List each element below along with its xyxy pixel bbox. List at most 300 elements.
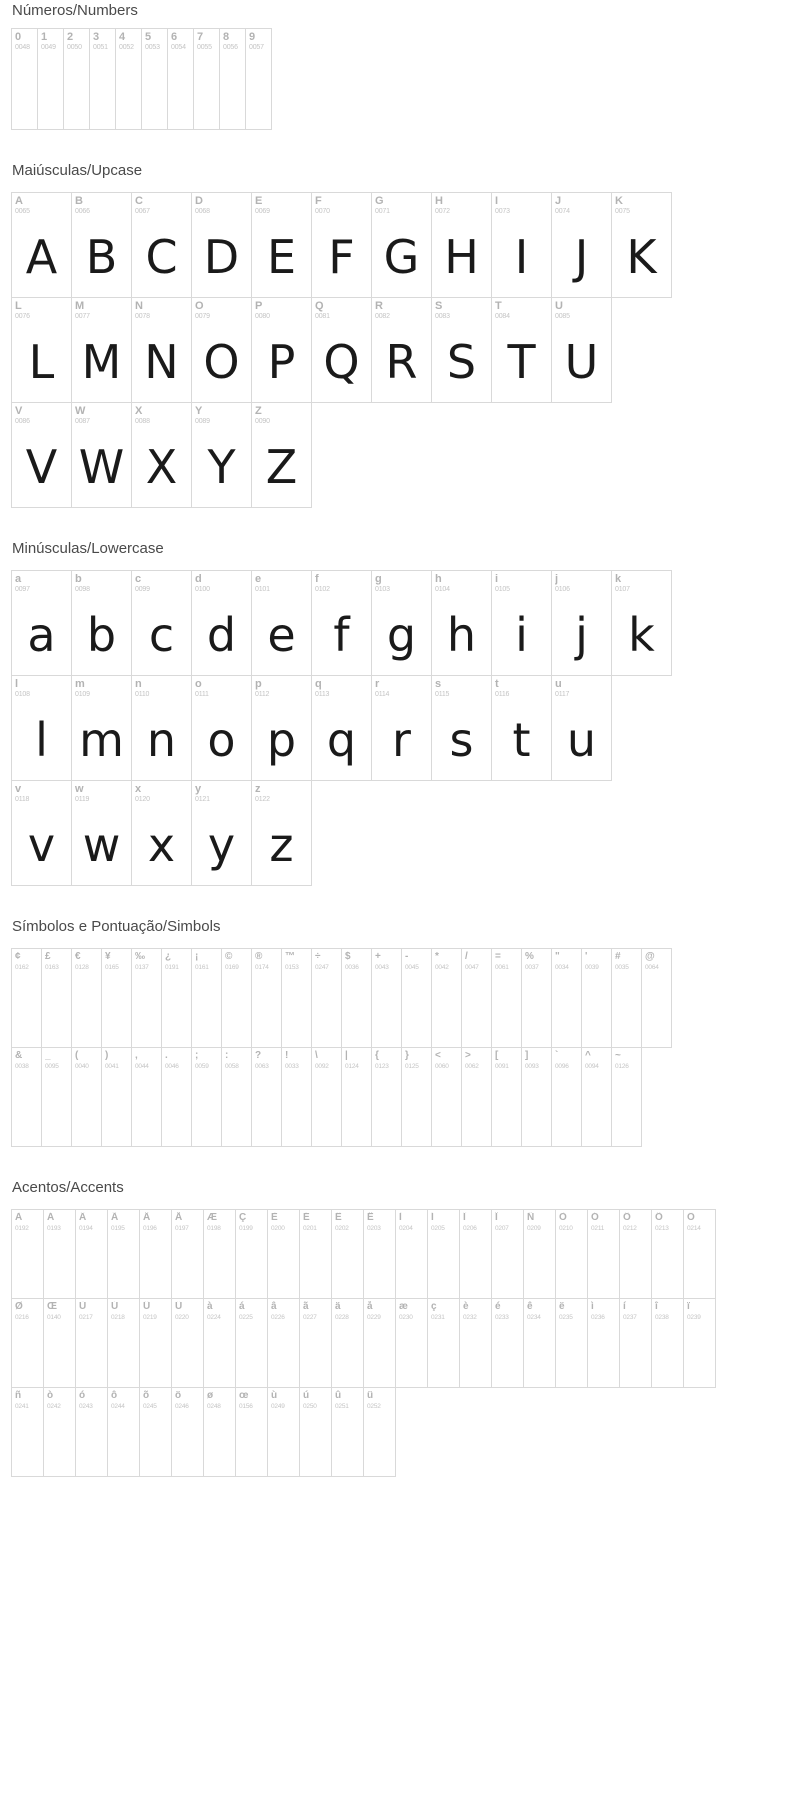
glyph-preview: t [512,712,531,767]
glyph-meta [132,403,191,426]
glyph-cell[interactable] [620,1299,652,1387]
glyph-cell[interactable] [132,571,192,675]
glyph-cell[interactable] [132,676,192,780]
glyph-cell[interactable] [236,1299,268,1387]
glyph-cell[interactable] [332,1299,364,1387]
glyph-character-label: ö [175,1390,182,1401]
glyph-cell[interactable] [12,298,72,402]
glyph-preview [332,1411,363,1476]
glyph-cell[interactable] [282,1048,312,1146]
glyph-cell[interactable] [372,1048,402,1146]
glyph-meta [72,298,131,321]
glyph-cell[interactable] [72,676,132,780]
glyph-cell[interactable] [72,571,132,675]
glyph-cell[interactable] [312,193,372,297]
glyph-cell[interactable] [552,949,582,1047]
glyph-cell[interactable] [372,676,432,780]
glyph-code-label: 0137 [135,964,149,971]
section-title-lowercase: Minúsculas/Lowercase [12,540,164,557]
glyph-preview [236,1233,267,1298]
glyph-preview [522,1071,551,1146]
glyph-cell[interactable] [72,1048,102,1146]
glyph-code-label: 0072 [435,208,450,215]
glyph-cell[interactable] [372,193,432,297]
glyph-cell[interactable] [12,1048,42,1146]
glyph-cell[interactable] [76,1210,108,1298]
glyph-cell[interactable] [582,949,612,1047]
glyph-cell[interactable] [162,949,192,1047]
glyph-preview [524,1233,555,1298]
glyph-cell[interactable] [312,676,372,780]
glyph-character-label: 7 [197,31,204,43]
glyph-preview: v [27,817,56,872]
glyph-cell[interactable] [192,403,252,507]
glyph-preview [142,52,167,129]
glyph-cell[interactable] [342,949,372,1047]
glyph-cell[interactable] [372,571,432,675]
glyph-character-label: n [135,678,142,690]
glyph-cell[interactable] [432,1048,462,1146]
glyph-cell[interactable] [462,1048,492,1146]
glyph-code-label: 0098 [75,586,90,593]
glyph-row [11,948,672,1048]
glyph-code-label: 0096 [555,1063,569,1070]
glyph-cell[interactable] [364,1210,396,1298]
glyph-character-label: © [225,951,233,962]
glyph-character-label: r [375,678,380,690]
glyph-cell[interactable] [552,676,612,780]
glyph-cell[interactable] [252,571,312,675]
glyph-cell[interactable] [552,1048,582,1146]
glyph-cell[interactable] [64,29,90,129]
glyph-code-label: 0067 [135,208,150,215]
glyph-cell[interactable] [108,1388,140,1476]
glyph-character-label: € [75,951,81,962]
glyph-cell[interactable] [332,1210,364,1298]
glyph-code-label: 0230 [399,1314,413,1321]
glyph-code-label: 0068 [195,208,210,215]
glyph-cell[interactable] [684,1299,716,1387]
glyph-preview [556,1322,587,1387]
glyph-character-label: ò [47,1390,54,1401]
glyph-cell[interactable] [652,1299,684,1387]
glyph-cell[interactable] [552,193,612,297]
glyph-cell[interactable] [612,193,672,297]
glyph-meta [192,193,251,216]
glyph-meta [132,676,191,699]
glyph-code-label: 0252 [367,1403,381,1410]
glyph-cell[interactable] [44,1210,76,1298]
glyph-cell[interactable] [556,1210,588,1298]
glyph-cell[interactable] [140,1388,172,1476]
glyph-cell[interactable] [492,193,552,297]
glyph-preview [132,972,161,1047]
glyph-cell[interactable] [140,1210,172,1298]
glyph-cell[interactable] [204,1388,236,1476]
glyph-cell[interactable] [172,1388,204,1476]
glyph-cell[interactable] [76,1299,108,1387]
glyph-preview [524,1322,555,1387]
glyph-cell[interactable] [552,571,612,675]
section-title-upcase: Maiúsculas/Upcase [12,162,143,179]
glyph-cell[interactable] [108,1299,140,1387]
glyph-preview [492,1322,523,1387]
glyph-cell[interactable] [42,1048,72,1146]
glyph-code-label: 0161 [195,964,209,971]
glyph-cell[interactable] [462,949,492,1047]
glyph-meta [364,1299,395,1322]
glyph-cell[interactable] [492,676,552,780]
glyph-meta [236,1210,267,1233]
glyph-cell[interactable] [116,29,142,129]
glyph-code-label: 0210 [559,1225,573,1232]
glyph-cell[interactable] [12,29,38,129]
glyph-cell[interactable] [12,571,72,675]
section-spacer [0,1477,810,1503]
glyph-cell[interactable] [162,1048,192,1146]
glyph-cell[interactable] [396,1210,428,1298]
glyph-cell[interactable] [220,29,246,129]
glyph-cell[interactable] [132,193,192,297]
glyph-cell[interactable] [460,1210,492,1298]
glyph-meta [300,1299,331,1322]
glyph-meta [552,676,611,699]
glyph-cell[interactable] [312,571,372,675]
glyph-preview [312,972,341,1047]
glyph-meta [108,1210,139,1233]
glyph-cell[interactable] [620,1210,652,1298]
glyph-preview [204,1411,235,1476]
glyph-meta [72,571,131,594]
glyph-code-label: 0163 [45,964,59,971]
glyph-cell[interactable] [192,1048,222,1146]
glyph-cell[interactable] [642,949,672,1047]
glyph-meta [252,781,311,804]
glyph-character-label: ¿ [165,951,172,962]
glyph-cell[interactable] [492,298,552,402]
glyph-code-label: 0047 [465,964,479,971]
glyph-cell[interactable] [612,571,672,675]
glyph-preview [684,1322,715,1387]
glyph-cell[interactable] [612,949,642,1047]
glyph-meta [194,29,219,52]
glyph-code-label: 0169 [225,964,239,971]
glyph-grid-numbers [0,28,810,130]
glyph-code-label: 0115 [435,691,450,698]
glyph-cell[interactable] [132,403,192,507]
glyph-cell[interactable] [522,949,552,1047]
glyph-cell[interactable] [142,29,168,129]
glyph-cell[interactable] [204,1299,236,1387]
glyph-cell[interactable] [432,949,462,1047]
glyph-code-label: 0055 [197,44,212,51]
glyph-character-label: ì [591,1301,594,1312]
glyph-cell[interactable] [300,1210,332,1298]
glyph-cell[interactable] [252,949,282,1047]
glyph-cell[interactable] [168,29,194,129]
glyph-character-label: y [195,783,202,795]
glyph-code-label: 0075 [615,208,630,215]
glyph-character-label: & [15,1050,23,1061]
glyph-code-label: 0093 [525,1063,539,1070]
glyph-cell[interactable] [684,1210,716,1298]
glyph-cell[interactable] [252,676,312,780]
glyph-cell[interactable] [38,29,64,129]
glyph-cell[interactable] [552,298,612,402]
glyph-cell[interactable] [312,1048,342,1146]
glyph-meta [132,949,161,972]
glyph-cell[interactable] [522,1048,552,1146]
glyph-character-label: À [15,1212,23,1223]
glyph-cell[interactable] [90,29,116,129]
glyph-cell[interactable] [300,1299,332,1387]
glyph-preview [102,972,131,1047]
glyph-cell[interactable] [72,403,132,507]
glyph-code-label: 0087 [75,418,90,425]
glyph-cell[interactable] [252,403,312,507]
glyph-preview [364,1411,395,1476]
glyph-cell[interactable] [252,1048,282,1146]
glyph-character-label: Ï [495,1212,498,1223]
glyph-cell[interactable] [12,193,72,297]
glyph-cell[interactable] [432,298,492,402]
glyph-character-label: Î [463,1212,466,1223]
glyph-cell[interactable] [372,298,432,402]
glyph-meta [222,1048,251,1071]
glyph-code-label: 0243 [79,1403,93,1410]
glyph-preview: K [626,229,657,284]
glyph-cell[interactable] [396,1299,428,1387]
glyph-preview: X [145,439,178,494]
glyph-cell[interactable] [432,676,492,780]
glyph-cell[interactable] [108,1210,140,1298]
glyph-cell[interactable] [72,781,132,885]
glyph-cell[interactable] [192,571,252,675]
glyph-character-label: ç [431,1301,437,1312]
glyph-cell[interactable] [268,1299,300,1387]
glyph-cell[interactable] [612,1048,642,1146]
glyph-meta [12,298,71,321]
glyph-preview [132,1071,161,1146]
glyph-meta [552,949,581,972]
glyph-cell[interactable] [172,1210,204,1298]
glyph-cell[interactable] [246,29,272,129]
glyph-meta [312,1048,341,1071]
glyph-code-label: 0246 [175,1403,189,1410]
section-title-symbols: Símbolos e Pontuação/Simbols [12,918,221,935]
glyph-cell[interactable] [364,1299,396,1387]
glyph-code-label: 0039 [585,964,599,971]
glyph-cell[interactable] [132,781,192,885]
glyph-character-label: * [435,951,439,962]
glyph-character-label: 0 [15,31,22,43]
glyph-cell[interactable] [652,1210,684,1298]
glyph-character-label: Å [175,1212,183,1223]
glyph-cell[interactable] [72,298,132,402]
glyph-character-label: c [135,573,142,585]
glyph-meta [72,949,101,972]
glyph-cell[interactable] [428,1299,460,1387]
glyph-cell[interactable] [332,1388,364,1476]
glyph-cell[interactable] [12,949,42,1047]
glyph-cell[interactable] [44,1299,76,1387]
glyph-code-label: 0110 [135,691,150,698]
glyph-cell[interactable] [268,1210,300,1298]
glyph-character-label: ~ [615,1050,621,1061]
glyph-code-label: 0069 [255,208,270,215]
glyph-cell[interactable] [12,781,72,885]
glyph-meta [12,781,71,804]
glyph-cell[interactable] [12,1210,44,1298]
glyph-code-label: 0086 [15,418,30,425]
glyph-cell[interactable] [524,1299,556,1387]
glyph-meta [252,571,311,594]
glyph-cell[interactable] [236,1210,268,1298]
glyph-character-label: t [495,678,499,690]
glyph-cell[interactable] [492,1048,522,1146]
glyph-code-label: 0242 [47,1403,61,1410]
glyph-meta [372,298,431,321]
glyph-cell[interactable] [312,298,372,402]
glyph-meta [332,1388,363,1411]
glyph-cell[interactable] [300,1388,332,1476]
glyph-character-label: ) [105,1050,109,1061]
glyph-meta [44,1210,75,1233]
glyph-cell[interactable] [140,1299,172,1387]
glyph-cell[interactable] [492,571,552,675]
glyph-meta [72,781,131,804]
glyph-cell[interactable] [12,1299,44,1387]
glyph-preview [12,1071,41,1146]
glyph-cell[interactable] [428,1210,460,1298]
glyph-preview [108,1322,139,1387]
glyph-cell[interactable] [402,1048,432,1146]
glyph-cell[interactable] [588,1210,620,1298]
glyph-cell[interactable] [194,29,220,129]
glyph-code-label: 0111 [195,691,209,698]
glyph-code-label: 0251 [335,1403,349,1410]
glyph-code-label: 0234 [527,1314,541,1321]
glyph-cell[interactable] [192,949,222,1047]
glyph-cell[interactable] [222,1048,252,1146]
glyph-preview [432,1071,461,1146]
glyph-cell[interactable] [432,571,492,675]
glyph-meta [332,1210,363,1233]
glyph-code-label: 0097 [15,586,30,593]
section-title-accents: Acentos/Accents [12,1179,124,1196]
glyph-code-label: 0195 [111,1225,125,1232]
glyph-meta [684,1299,715,1322]
glyph-cell[interactable] [132,1048,162,1146]
glyph-cell[interactable] [252,193,312,297]
glyph-cell[interactable] [172,1299,204,1387]
glyph-preview [428,1322,459,1387]
glyph-cell[interactable] [252,298,312,402]
glyph-cell[interactable] [432,193,492,297]
glyph-cell[interactable] [132,949,162,1047]
glyph-cell[interactable] [588,1299,620,1387]
glyph-character-label: d [195,573,202,585]
section-numbers [0,0,810,156]
glyph-meta [524,1210,555,1233]
glyph-cell[interactable] [192,193,252,297]
glyph-character-label: à [207,1301,213,1312]
glyph-code-label: 0197 [175,1225,189,1232]
glyph-cell[interactable] [192,298,252,402]
glyph-cell[interactable] [192,781,252,885]
glyph-meta [252,403,311,426]
glyph-cell[interactable] [342,1048,372,1146]
glyph-code-label: 0046 [165,1063,179,1070]
glyph-cell[interactable] [372,949,402,1047]
glyph-cell[interactable] [12,1388,44,1476]
glyph-cell[interactable] [12,676,72,780]
glyph-cell[interactable] [402,949,432,1047]
glyph-cell[interactable] [364,1388,396,1476]
glyph-cell[interactable] [132,298,192,402]
glyph-character-label: a [15,573,22,585]
glyph-meta [312,949,341,972]
glyph-row [11,192,672,298]
glyph-cell[interactable] [102,949,132,1047]
section-spacer [0,508,810,534]
glyph-cell[interactable] [204,1210,236,1298]
glyph-code-label: 0089 [195,418,210,425]
glyph-cell[interactable] [192,676,252,780]
glyph-row [11,781,312,886]
glyph-cell[interactable] [460,1299,492,1387]
glyph-preview: L [28,334,55,389]
glyph-preview: n [146,712,177,767]
glyph-meta [102,949,131,972]
glyph-preview: j [575,607,588,662]
glyph-cell[interactable] [492,1210,524,1298]
glyph-cell[interactable] [44,1388,76,1476]
glyph-cell[interactable] [76,1388,108,1476]
glyph-preview: R [385,334,418,389]
glyph-code-label: 0040 [75,1063,89,1070]
glyph-cell[interactable] [102,1048,132,1146]
glyph-cell[interactable] [42,949,72,1047]
glyph-code-label: 0206 [463,1225,477,1232]
glyph-cell[interactable] [282,949,312,1047]
glyph-cell[interactable] [72,949,102,1047]
glyph-cell[interactable] [222,949,252,1047]
glyph-preview [204,1233,235,1298]
glyph-cell[interactable] [492,949,522,1047]
glyph-meta [268,1210,299,1233]
glyph-cell[interactable] [12,403,72,507]
glyph-character-label: g [375,573,382,585]
glyph-cell[interactable] [236,1388,268,1476]
glyph-code-label: 0198 [207,1225,221,1232]
glyph-meta [140,1210,171,1233]
glyph-cell[interactable] [312,949,342,1047]
glyph-character-label: : [225,1050,229,1061]
glyph-cell[interactable] [268,1388,300,1476]
glyph-cell[interactable] [252,781,312,885]
glyph-preview [204,1322,235,1387]
glyph-meta [552,193,611,216]
glyph-cell[interactable] [582,1048,612,1146]
glyph-cell[interactable] [72,193,132,297]
glyph-cell[interactable] [492,1299,524,1387]
glyph-code-label: 0199 [239,1225,253,1232]
glyph-cell[interactable] [524,1210,556,1298]
glyph-cell[interactable] [556,1299,588,1387]
glyph-meta [492,1048,521,1071]
glyph-code-label: 0104 [435,586,450,593]
